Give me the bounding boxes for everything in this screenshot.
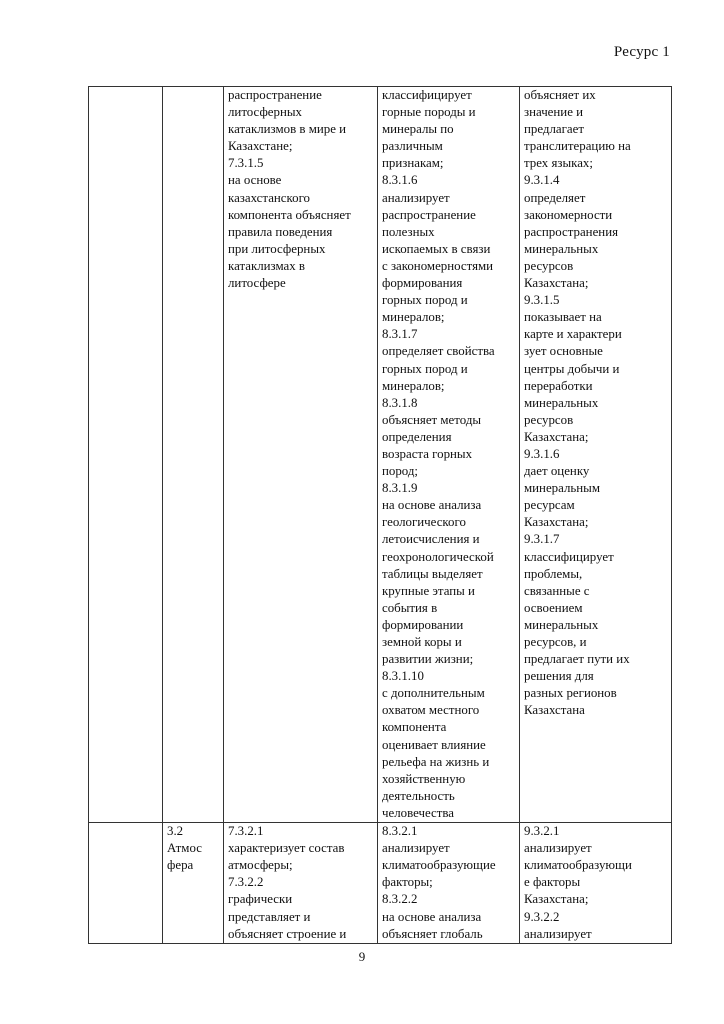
page-number: 9 <box>358 949 366 964</box>
table-cell-subsection: 3.2 Атмос фера <box>163 823 224 944</box>
table-cell-grade9: объясняет их значение и предлагает транслитерацию на трех языках; 9.3.1.4 определяет закономерности распространения минеральных ресурсов Казахстана; 9.3.1.5 показывает на карте и характери зует основные центры добычи и переработки минеральных ресурсов Казахстана; 9.3.1.6 дает оценку минеральным ресурсам Казахстана; 9.3.1.7 классифицирует проблемы, связанные с освоением минеральных ресурсов, и предлагает пути их решения для разных регионов Казахстана <box>520 87 672 823</box>
table-cell-grade8: 8.3.2.1 анализирует климатообразующие факторы; 8.3.2.2 на основе анализа объясняет глобаль <box>378 823 520 944</box>
resource-label: Ресурс 1 <box>613 44 670 60</box>
table-cell-grade7: распространение литосферных катаклизмов в мире и Казахстане; 7.3.1.5 на основе казахстанского компонента объясняет правила поведения при литосферных катаклизмах в литосфере <box>224 87 378 823</box>
table-cell-subsection <box>163 87 224 823</box>
table-row <box>89 87 672 823</box>
table-cell-section <box>89 87 163 823</box>
table-row <box>89 823 672 944</box>
table-cell-grade9: 9.3.2.1 анализирует климатообразующи е факторы Казахстана; 9.3.2.2 анализирует <box>520 823 672 944</box>
table-cell-grade7: 7.3.2.1 характеризует состав атмосферы; 7.3.2.2 графически представляет и объясняет строение и <box>224 823 378 944</box>
table-cell-grade8: классифицирует горные породы и минералы по различным признакам; 8.3.1.6 анализирует распространение полезных ископаемых в связи с закономерностями формирования горных пород и минералов; 8.3.1.7 определяет свойства горных пород и минералов; 8.3.1.8 объясняет методы определения возраста горных пород; 8.3.1.9 на основе анализа геологического летоисчисления и геохронологической таблицы выделяет крупные этапы и события в формировании земной коры и развитии жизни; 8.3.1.10 с дополнительным охватом местного компонента оценивает влияние рельефа на жизнь и хозяйственную деятельность человечества <box>378 87 520 823</box>
curriculum-table <box>88 86 672 944</box>
table-cell-section <box>89 823 163 944</box>
